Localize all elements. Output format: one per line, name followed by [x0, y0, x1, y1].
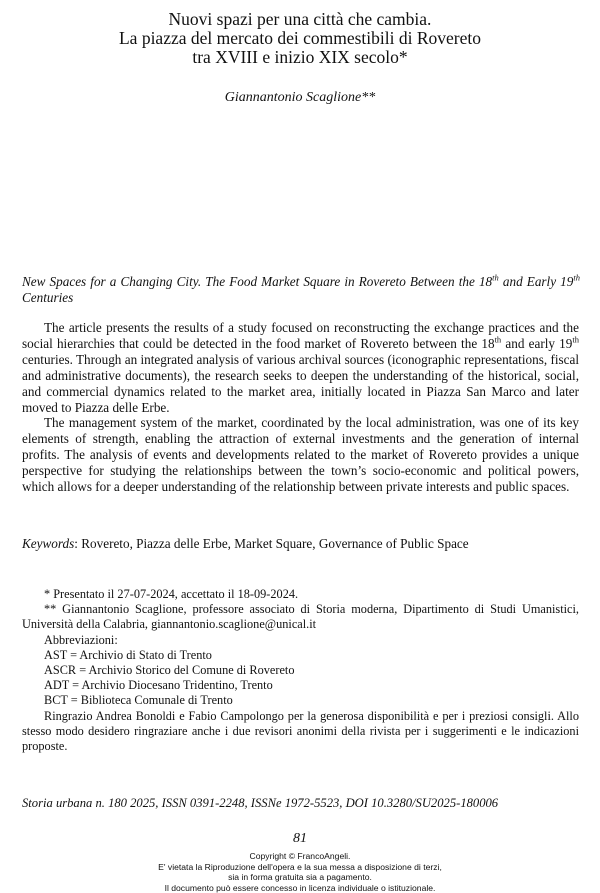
title-line-1: Nuovi spazi per una città che cambia. — [40, 10, 560, 29]
abstract-paragraph-1 — [22, 320, 579, 415]
abstract-p1-c: centuries. Through an integrated analysis of various archival sources (iconographic representations, fiscal and administrative documents), the research seeks to deepen the understanding of the historical, social, and commercial dynamics related to the market area, initially located in Piazza San Marco and later moved to Piazza delle Erbe. — [22, 352, 579, 415]
title-line-2: La piazza del mercato dei commestibili di Rovereto — [40, 29, 560, 48]
abbreviation-ast: AST = Archivio di Stato di Trento — [22, 648, 579, 663]
abstract-p1-b: and early 19 — [501, 336, 572, 351]
abbreviations-heading: Abbreviazioni: — [22, 633, 579, 648]
english-title-sup1: th — [492, 273, 499, 283]
copyright-line-1: Copyright © FrancoAngeli. — [0, 851, 600, 862]
abstract-p1-sup1: th — [495, 335, 502, 345]
abstract-p1-sup2: th — [572, 335, 579, 345]
copyright-line-2: E' vietata la Riproduzione dell'opera e la sua messa a disposizione di terzi, — [0, 862, 600, 873]
journal-citation: Storia urbana n. 180 2025, ISSN 0391-2248, ISSNe 1972-5523, DOI 10.3280/SU2025-180006 — [22, 796, 579, 811]
copyright-line-4: Il documento può essere concesso in licenza individuale o istituzionale. — [0, 883, 600, 893]
english-title-part1: New Spaces for a Changing City. The Food Market Square in Rovereto Between the — [22, 274, 475, 289]
copyright-notice — [0, 851, 600, 893]
abbreviation-adt: ADT = Archivio Diocesano Tridentino, Trento — [22, 678, 579, 693]
page-number: 81 — [0, 831, 600, 847]
abstract — [22, 320, 579, 495]
english-title-18: 18th — [479, 274, 499, 289]
english-title-mid: and Early 19 — [499, 274, 574, 289]
copyright-line-3: sia in forma gratuita sia a pagamento. — [0, 872, 600, 883]
english-title-sup2: th — [573, 273, 580, 283]
author-name: Giannantonio Scaglione** — [40, 90, 560, 106]
abbreviation-ascr: ASCR = Archivio Storico del Comune di Rovereto — [22, 663, 579, 678]
footnote-2: ** Giannantonio Scaglione, professore associato di Storia moderna, Dipartimento di Studi Umanistici, Università della Calabria, giannantonio.scaglione@unical.it — [22, 602, 579, 632]
abbreviation-bct: BCT = Biblioteca Comunale di Trento — [22, 693, 579, 708]
english-title-end: Centuries — [22, 290, 73, 305]
english-title — [22, 274, 580, 306]
keywords — [22, 536, 579, 552]
keywords-label: Keywords — [22, 536, 74, 551]
footnote-1: * Presentato il 27-07-2024, accettato il 18-09-2024. — [22, 587, 579, 602]
acknowledgements: Ringrazio Andrea Bonoldi e Fabio Campolongo per la generosa disponibilità e per i preziosi consigli. Allo stesso modo desidero ringraziare anche i due revisori anonimi della rivista per i suggerimenti e le indicazioni proposte. — [22, 709, 579, 755]
abstract-paragraph-2: The management system of the market, coordinated by the local administration, was one of its key elements of strength, enabling the attraction of external investments and the generation of internal profits. The analysis of events and developments related to the market of Rovereto provides a unique perspective for studying the relationships between the town’s socio-economic and political powers, which allows for a deeper understanding of the relationship between private interests and public spaces. — [22, 415, 579, 495]
keywords-text: : Rovereto, Piazza delle Erbe, Market Square, Governance of Public Space — [74, 536, 468, 551]
abstract-p1-a: The article presents the results of a study focused on reconstructing the exchange practices and the social hierarchies that could be detected in the food market of Rovereto between the 18 — [22, 320, 579, 351]
footnotes — [22, 587, 579, 754]
article-title — [40, 10, 560, 67]
title-line-3: tra XVIII e inizio XIX secolo* — [40, 48, 560, 67]
